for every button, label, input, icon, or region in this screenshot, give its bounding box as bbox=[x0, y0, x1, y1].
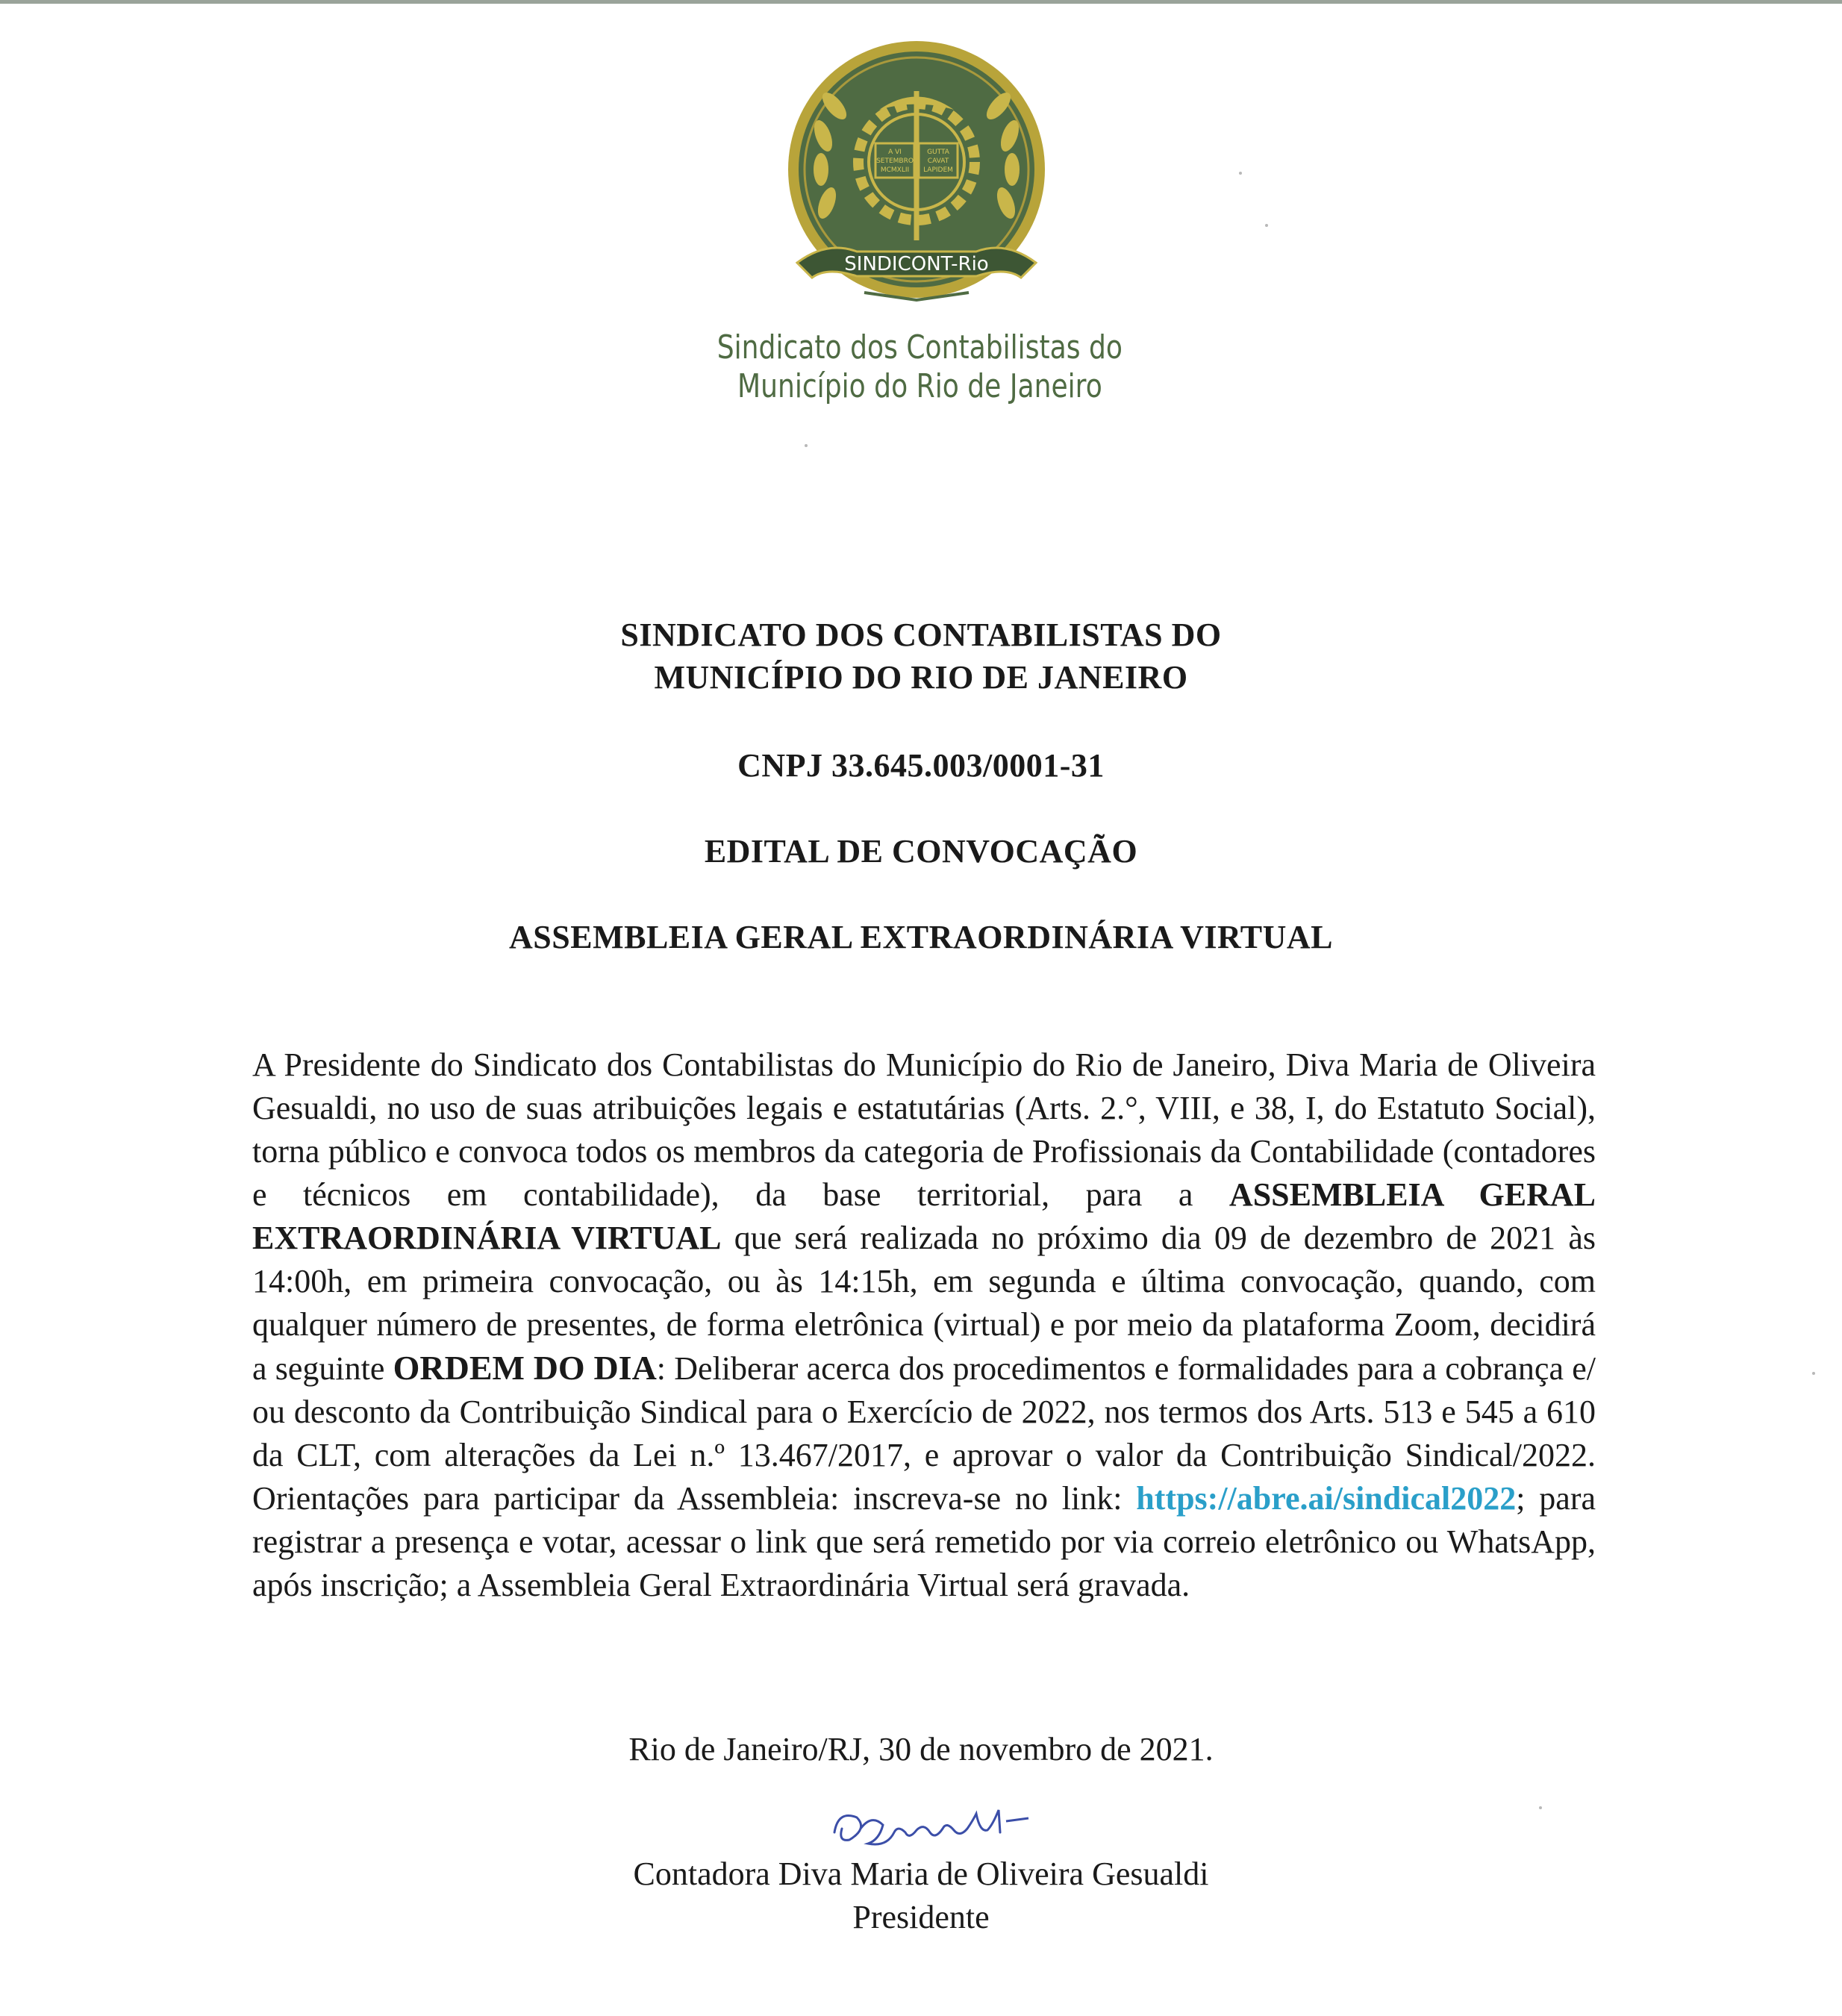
scan-speck bbox=[1812, 1372, 1815, 1375]
seal-banner-text: SINDICONT-Rio bbox=[844, 253, 989, 275]
signer-name: Contadora Diva Maria de Oliveira Gesualdi bbox=[633, 1856, 1209, 1892]
body-part1: A Presidente do Sindicato dos Contabilistas do Município do Rio de Janeiro, Diva Maria de Oliveira Gesualdi, no uso de suas atribuições legais e estatutárias (Arts. 2.°, VIII, e 38, I, do Estatuto Social), torna público e convoca todos os membros da categoria de Profissionais da Contabilidade (contadores e técnicos em contabilidade), da base territorial, para a bbox=[252, 1046, 1596, 1213]
ordem-do-dia: ORDEM DO DIA bbox=[393, 1349, 657, 1387]
body-part4: ; para registrar a presença e votar, acessar o link que será remetido por via correio eletrônico ou WhatsApp, após inscrição; a Assembleia Geral Extraordinária Virtual será gravada. bbox=[252, 1480, 1596, 1603]
assembleia-heading: ASSEMBLEIA GERAL EXTRAORDINÁRIA VIRTUAL bbox=[509, 919, 1333, 955]
body-part3: : Deliberar acerca dos procedimentos e formalidades para a cobrança e/ ou desconto da Contribuição Sindical para o Exercício de 2022, nos termos dos Arts. 513 e 545 a 610 da CLT, com alterações da Lei n.º 13.467/2017, e aprovar o valor da Contribuição Sindical/2022. Orientações para participar da Assembleia: inscreva-se no link: bbox=[252, 1350, 1596, 1517]
book-text-5: CAVAT bbox=[927, 157, 949, 165]
convocation-paragraph bbox=[252, 1043, 1596, 1607]
scan-top-edge bbox=[0, 0, 1842, 4]
body-part2: que será realizada no próximo dia 09 de dezembro de 2021 às 14:00h, em primeira convocação, ou às 14:15h, em segunda e última convocação, quando, com qualquer número de presentes, de forma eletrônica (virtual) e por meio da plataforma Zoom, decidirá a seguinte bbox=[252, 1220, 1596, 1387]
date-line: Rio de Janeiro/RJ, 30 de novembro de 2021. bbox=[628, 1731, 1214, 1767]
handwritten-signature bbox=[827, 1799, 1051, 1859]
signer-role: Presidente bbox=[852, 1899, 990, 1935]
org-name-line2: Município do Rio de Janeiro bbox=[737, 367, 1102, 405]
cnpj-line: CNPJ 33.645.003/0001-31 bbox=[737, 747, 1105, 784]
book-text-3: MCMXLII bbox=[880, 166, 910, 174]
org-name-line1: Sindicato dos Contabilistas do bbox=[716, 328, 1123, 366]
scan-speck bbox=[805, 444, 808, 447]
scan-speck bbox=[1265, 224, 1268, 227]
edital-heading: EDITAL DE CONVOCAÇÃO bbox=[704, 833, 1138, 870]
title-line2: MUNICÍPIO DO RIO DE JANEIRO bbox=[654, 659, 1188, 696]
scan-speck bbox=[1239, 172, 1242, 175]
sindicont-rio-seal-icon bbox=[782, 39, 1051, 322]
book-text-4: GUTTA bbox=[927, 149, 949, 156]
scan-speck bbox=[1539, 1806, 1542, 1809]
title-line1: SINDICATO DOS CONTABILISTAS DO bbox=[620, 617, 1222, 653]
book-text-2: SETEMBRO bbox=[876, 157, 914, 165]
book-text-1: A VI bbox=[888, 149, 902, 156]
registration-link[interactable]: https://abre.ai/sindical2022 bbox=[1136, 1480, 1517, 1517]
book-text-6: LAPIDEM bbox=[923, 166, 953, 174]
body-bold-assembleia: ASSEMBLEIA GERAL EXTRAORDINÁRIA VIRTUAL bbox=[252, 1176, 1596, 1256]
